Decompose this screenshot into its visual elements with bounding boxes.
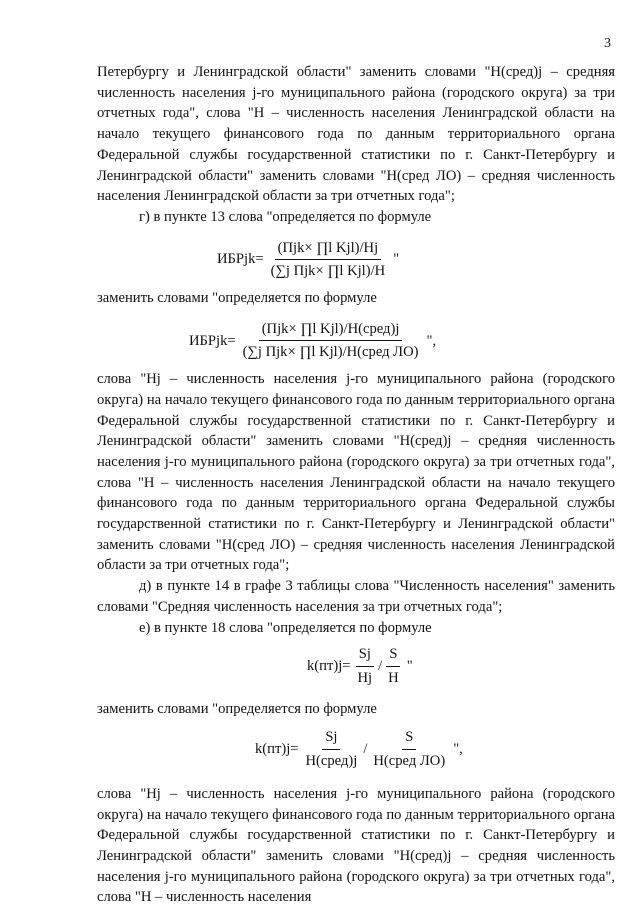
formula-tail: ", [426, 332, 437, 349]
formula-kpt-old [307, 644, 615, 688]
formula-denominator: Н [388, 669, 399, 686]
formula-denominator: (∑j Пjk× ∏l Kjl)/Н(сред ЛО) [242, 344, 419, 361]
paragraph-item-d: д) в пункте 14 в графе 3 таблицы слова "Численность населения" заменить словами "Средняя численность населения за три отчетных года"; [97, 578, 615, 615]
paragraph-replace-1: заменить словами "определяется по формуле [97, 290, 377, 307]
formula-tail: " [406, 658, 413, 675]
formula-fraction [355, 644, 376, 688]
formula-tail: " [393, 251, 400, 268]
formula-fraction [370, 727, 448, 771]
formula-divide: / [378, 658, 383, 675]
paragraph-replace-2: заменить словами "определяется по формуле [97, 700, 377, 717]
formula-numerator: S [402, 727, 416, 750]
formula-numerator: (Пjk× ∏l Kjl)/Н(сред)j [259, 319, 403, 342]
formula-numerator: Sj [322, 727, 340, 750]
formula-fraction [385, 644, 402, 688]
formula-numerator: S [386, 644, 400, 667]
formula-denominator: Н(сред)j [305, 753, 358, 770]
formula-fraction [268, 238, 389, 282]
formula-denominator: (∑j Пjk× ∏l Kjl)/Н [270, 263, 386, 280]
formula-tail: ", [453, 741, 463, 758]
formula-kpt-new [255, 727, 615, 771]
formula-divide: / [363, 741, 368, 758]
formula-ibr-old [217, 238, 615, 282]
formula-lhs: k(пт)j= [255, 741, 299, 758]
paragraph-continuation: Петербургу и Ленинградской области" заменить словами "Н(сред)j – средняя численность населения j-го муниципального района (городского округа) за три отчетных года", слова "Н – численность населения Ленинградской области на начало текущего финансового года по данным территориального органа Федеральной службы государственной статистики по г. Санкт-Петербургу и Ленинградской области" заменить словами "Н(сред ЛО) – средняя численность населения Ленинградской области за три отчетных года"; [97, 64, 615, 205]
paragraph-words-1: слова "Нj – численность населения j-го муниципального района (городского округа) на начало текущего финансового года по данным территориального органа Федеральной службы государственной статистики по г. Санкт-Петербургу и Ленинградской области" заменить словами "Н(сред)j – средняя численность населения j-го муниципального района (городского округа) за три отчетных года", слова "Н – численность населения Ленинградской области на начало текущего финансового года по данным территориального органа Федеральной службы государственной статистики по г. Санкт-Петербургу и Ленинградской области" заменить словами "Н(сред ЛО) – средняя численность населения Ленинградской области за три отчетных года"; [97, 371, 615, 574]
formula-fraction [240, 319, 422, 363]
paragraph-item-e: е) в пункте 18 слова "определяется по формуле [139, 619, 432, 636]
formula-lhs: k(пт)j= [307, 658, 351, 675]
paragraph-item-g: г) в пункте 13 слова "определяется по формуле [139, 208, 432, 225]
document-body [97, 62, 615, 908]
formula-denominator: Нj [357, 669, 373, 686]
formula-denominator: Н(сред ЛО) [373, 753, 446, 770]
formula-numerator: (Пjk× ∏l Kjl)/Нj [275, 238, 382, 261]
formula-lhs: ИБРjk= [189, 332, 236, 349]
formula-ibr-new [189, 319, 615, 363]
formula-fraction [303, 727, 361, 771]
page-number: 3 [604, 36, 611, 51]
formula-lhs: ИБРjk= [217, 251, 264, 268]
formula-numerator: Sj [356, 644, 374, 667]
paragraph-words-2: слова "Нj – численность населения j-го муниципального района (городского округа) на начало текущего финансового года по данным территориального органа Федеральной службы государственной статистики по г. Санкт-Петербургу и Ленинградской области" заменить словами "Н(сред)j – средняя численность населения j-го муниципального района (городского округа) за три отчетных года", слова "Н – численность населения [97, 785, 615, 906]
